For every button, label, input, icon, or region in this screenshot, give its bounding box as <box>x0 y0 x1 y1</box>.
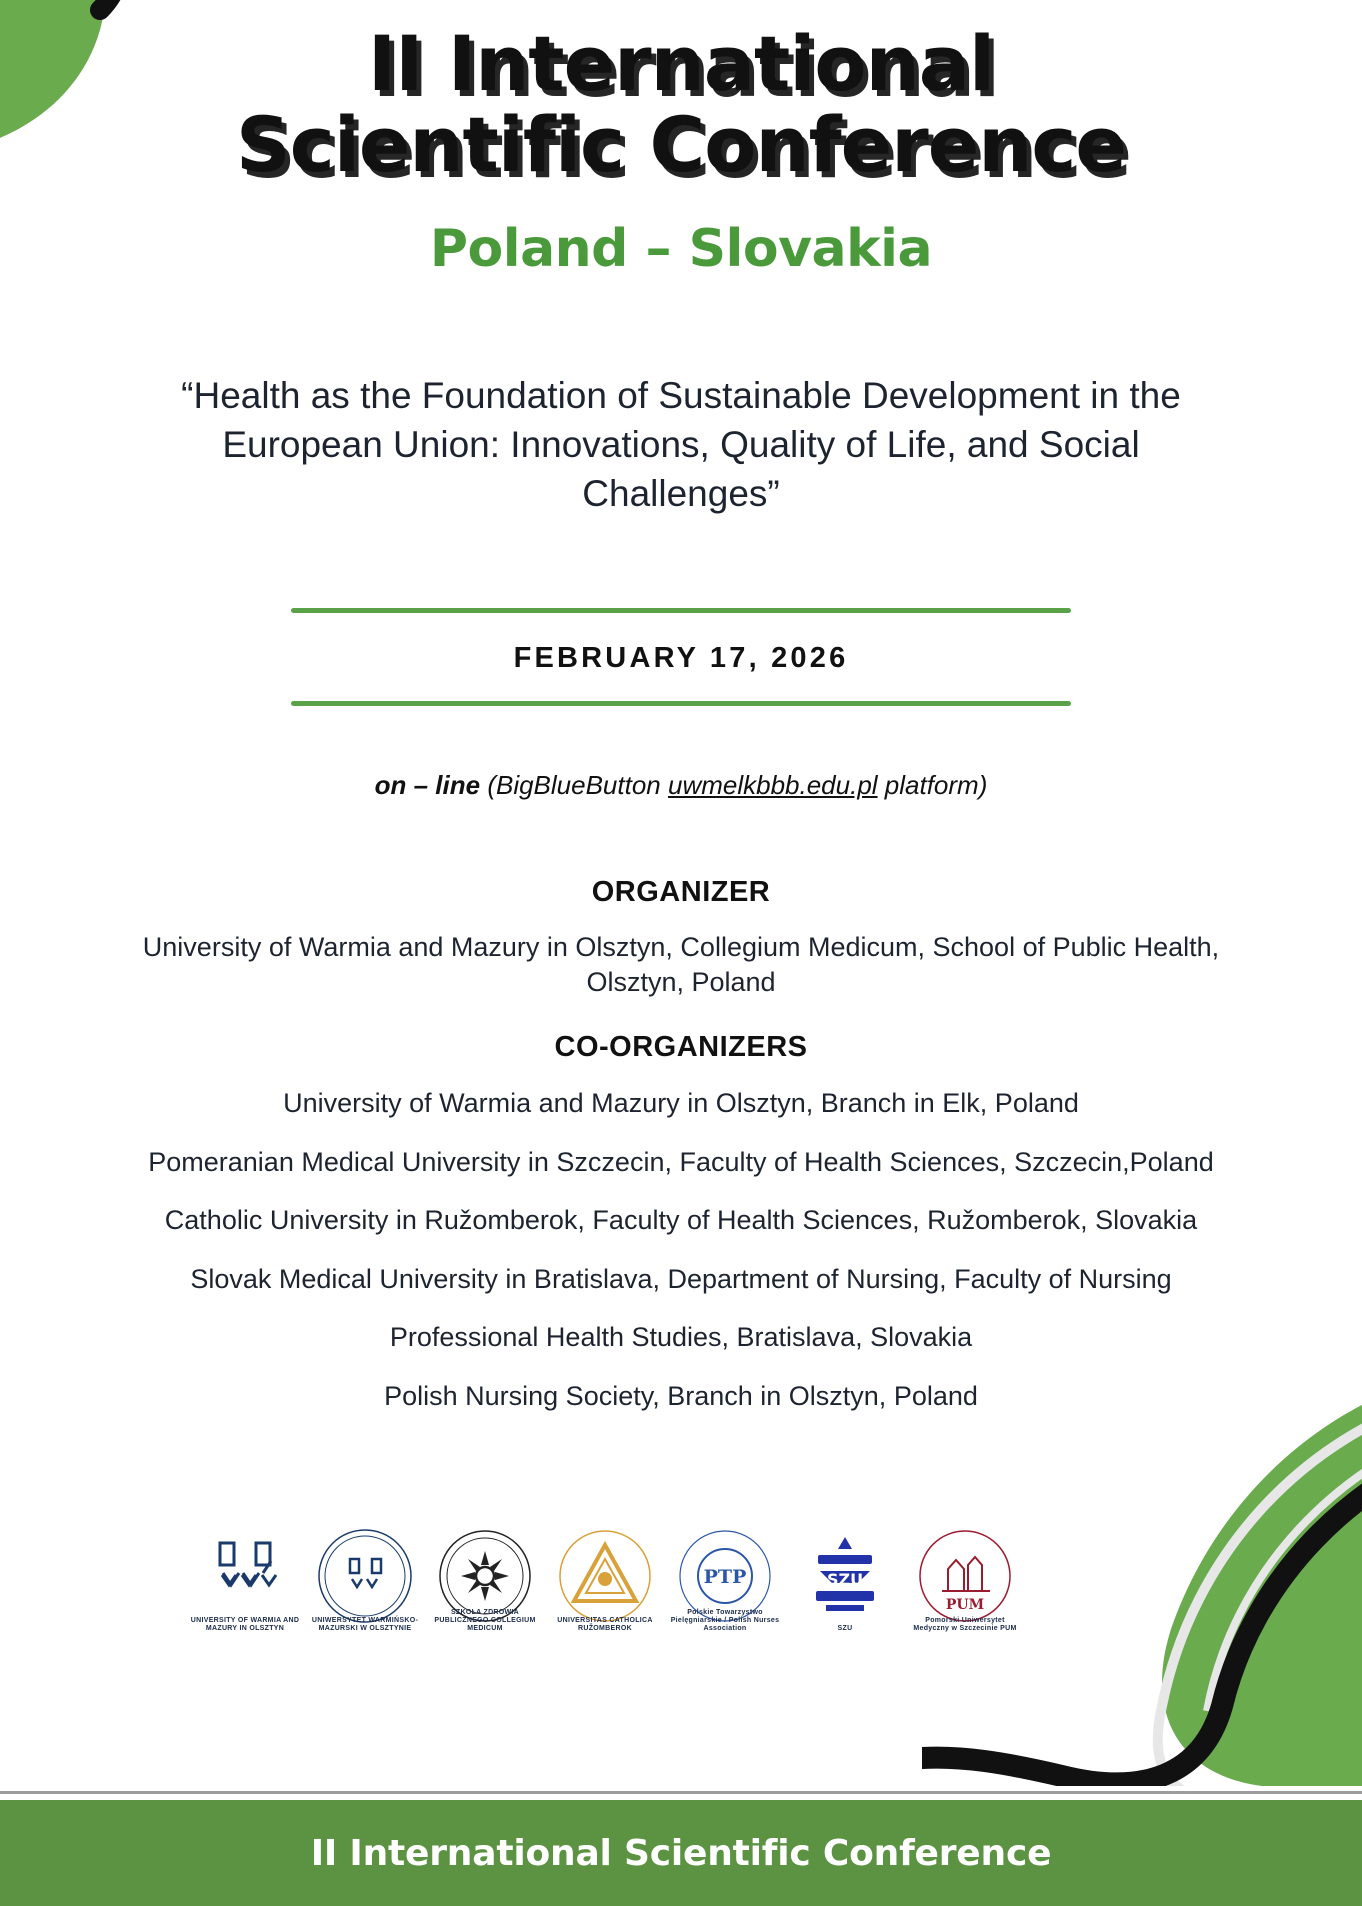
list-item: Slovak Medical University in Bratislava, Department of Nursing, Faculty of Nursing <box>190 1263 1172 1294</box>
logo-caption: SZKOŁA ZDROWIA PUBLICZNEGO COLLEGIUM MEDICUM <box>434 1608 536 1632</box>
catholic-university-ruzomberok-logo <box>550 1521 660 1631</box>
logo-caption: SZU <box>837 1624 853 1632</box>
pomeranian-medical-university-logo <box>910 1521 1020 1631</box>
logo-caption: Pomorski Uniwersytet Medyczny w Szczecinie PUM <box>913 1616 1017 1632</box>
platform-suffix: platform) <box>877 770 988 800</box>
page-title <box>0 19 1362 189</box>
uniwersytet-warminsko-mazurski-logo <box>310 1521 420 1631</box>
svg-text:SZU: SZU <box>826 1570 864 1589</box>
logo-caption: UNIVERSITAS CATHOLICA RUŽOMBEROK <box>557 1616 653 1632</box>
title-line-2: Scientific Conference <box>236 99 1126 189</box>
organizer-body: University of Warmia and Mazury in Olsztyn, Collegium Medicum, School of Public Health, Olsztyn, Poland <box>142 932 1220 997</box>
slovak-medical-university-logo <box>790 1521 900 1631</box>
coorganizers-list <box>110 1086 1252 1437</box>
szkola-zdrowia-publicznego-logo <box>430 1521 540 1631</box>
logo-caption: Polskie Towarzystwo Pielęgniarskie / Polish Nurses Association <box>670 1608 780 1632</box>
platform-prefix: (BigBlueButton <box>487 770 668 800</box>
logo-caption: UNIWERSYTET WARMIŃSKO-MAZURSKI W OLSZTYNIE <box>311 1616 419 1632</box>
list-item: Professional Health Studies, Bratislava, Slovakia <box>389 1322 973 1353</box>
online-mode-label: on – line <box>374 770 481 800</box>
footer-bar <box>0 1800 1362 1906</box>
footer-divider <box>0 1791 1362 1794</box>
svg-text:PUM: PUM <box>945 1597 985 1613</box>
coorganizers-heading: CO-ORGANIZERS <box>554 1031 808 1063</box>
list-item: University of Warmia and Mazury in Olsztyn, Branch in Elk, Poland <box>283 1088 1079 1118</box>
title-block <box>0 19 1362 280</box>
list-item: Polish Nursing Society, Branch in Olsztyn, Poland <box>384 1380 978 1411</box>
university-of-warmia-and-mazury-logo <box>190 1521 300 1631</box>
date-block <box>291 608 1071 706</box>
conference-theme: “Health as the Foundation of Sustainable Development in the European Union: Innovations, Quality of Life, and Social Challenges” <box>181 375 1181 514</box>
title-line-1: II International <box>367 19 995 108</box>
subtitle: Poland – Slovakia <box>429 219 933 280</box>
footer-title: II International Scientific Conference <box>310 1832 1052 1874</box>
logo-strip <box>190 1516 1020 1636</box>
list-item: Pomeranian Medical University in Szczecin, Faculty of Health Sciences, Szczecin,Poland <box>148 1146 1214 1177</box>
list-item: Catholic University in Ružomberok, Faculty of Health Sciences, Ružomberok, Slovakia <box>164 1205 1198 1236</box>
online-platform-line <box>0 770 1362 801</box>
platform-link[interactable]: uwmelkbbb.edu.pl <box>667 770 878 800</box>
organizer-heading: ORGANIZER <box>591 876 771 908</box>
rule-bottom <box>291 701 1071 706</box>
polish-nurses-association-logo <box>670 1521 780 1631</box>
svg-text:PTP: PTP <box>703 1566 747 1588</box>
conference-date: FEBRUARY 17, 2026 <box>513 642 849 674</box>
logo-caption: UNIVERSITY OF WARMIA AND MAZURY IN OLSZTYN <box>190 1616 300 1632</box>
